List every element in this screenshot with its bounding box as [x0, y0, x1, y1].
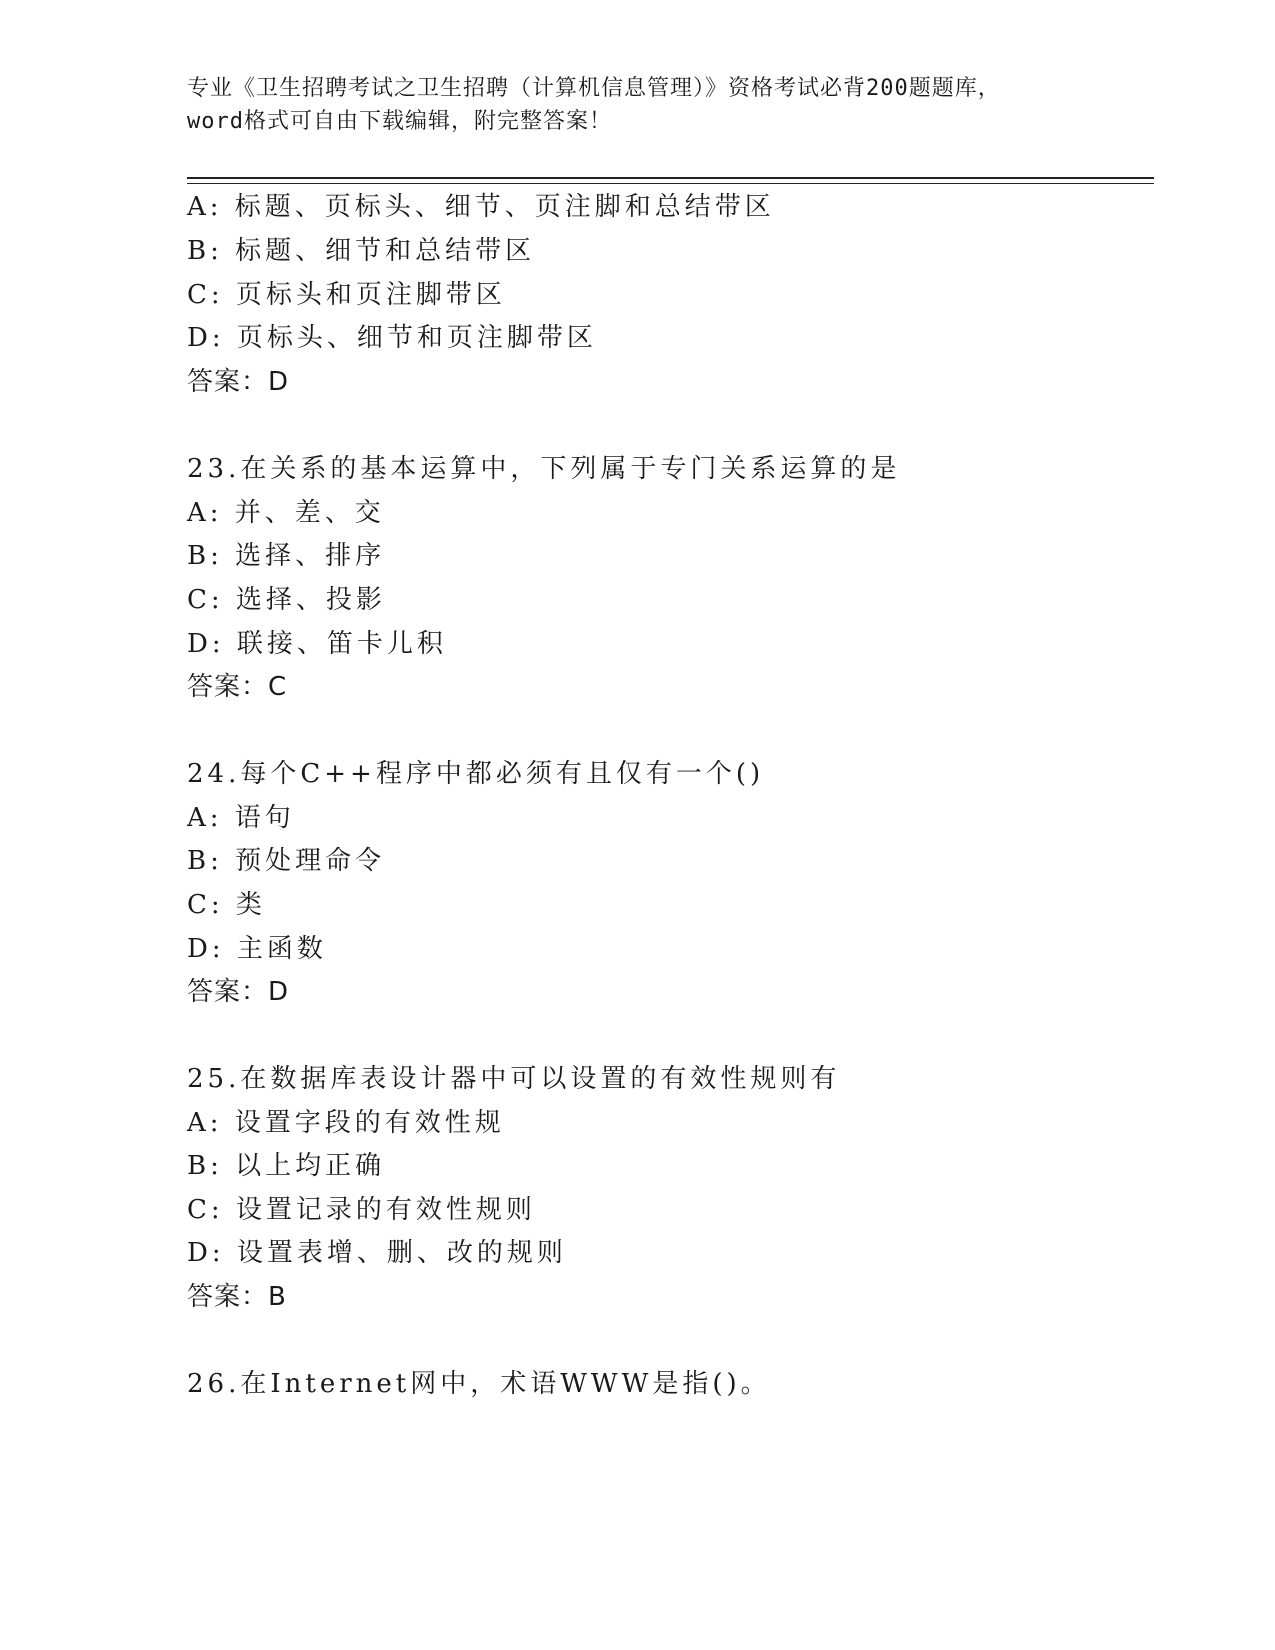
q22-option-d: D: 页标头、细节和页注脚带区	[187, 323, 597, 353]
q23-option-c: C: 选择、投影	[187, 585, 386, 615]
q24-option-c: C: 类	[187, 890, 266, 920]
q22-option-b: B: 标题、细节和总结带区	[187, 236, 536, 266]
q23-option-a: A: 并、差、交	[187, 498, 385, 528]
q24-stem: 24.每个C++程序中都必须有且仅有一个()	[187, 759, 765, 789]
header-divider-thin	[187, 183, 1154, 184]
q25-stem: 25.在数据库表设计器中可以设置的有效性规则有	[187, 1064, 841, 1094]
q25-answer: 答案：B	[187, 1282, 287, 1312]
q26-stem: 26.在Internet网中，术语WWW是指()。	[187, 1369, 771, 1399]
header-title-line-1: 专业《卫生招聘考试之卫生招聘（计算机信息管理）》资格考试必背200题题库，	[187, 76, 1001, 101]
q22-answer: 答案：D	[187, 367, 290, 397]
header-divider-thick	[187, 177, 1154, 179]
q25-option-b: B: 以上均正确	[187, 1151, 386, 1181]
q23-option-b: B: 选择、排序	[187, 541, 386, 571]
q25-option-a: A: 设置字段的有效性规	[187, 1108, 505, 1138]
q23-answer: 答案：C	[187, 672, 288, 702]
q22-option-c: C: 页标头和页注脚带区	[187, 280, 506, 310]
q24-answer: 答案：D	[187, 977, 290, 1007]
q24-option-d: D: 主函数	[187, 934, 327, 964]
q22-option-a: A: 标题、页标头、细节、页注脚和总结带区	[187, 192, 775, 222]
document-header	[187, 72, 1087, 138]
q24-option-b: B: 预处理命令	[187, 846, 386, 876]
header-title-line-2: word格式可自由下载编辑，附完整答案！	[187, 109, 612, 134]
q23-option-d: D: 联接、笛卡儿积	[187, 629, 447, 659]
q23-stem: 23.在关系的基本运算中，下列属于专门关系运算的是	[187, 454, 901, 484]
q24-option-a: A: 语句	[187, 803, 295, 833]
q25-option-d: D: 设置表增、删、改的规则	[187, 1238, 567, 1268]
q25-option-c: C: 设置记录的有效性规则	[187, 1195, 536, 1225]
